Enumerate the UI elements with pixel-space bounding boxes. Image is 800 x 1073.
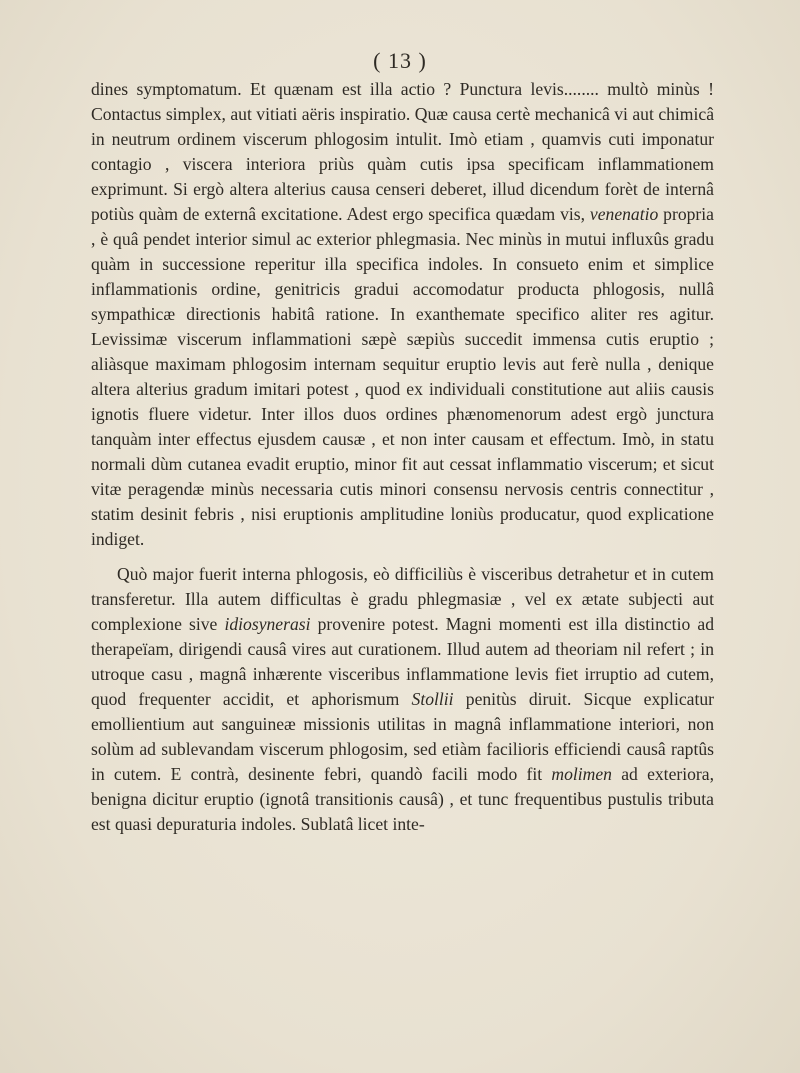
italic-term-venenatio: venenatio xyxy=(589,204,659,224)
italic-term-molimen: molimen xyxy=(551,764,612,784)
body-text xyxy=(91,77,714,837)
paragraph-2 xyxy=(91,562,714,837)
text-run: propria , è quâ pendet interior simul ac exterior phlegmasia. Nec minùs in mutui influxûs gradu quàm in successione reperitur illa specifica indoles. In consueto enim et simplice inflammationis ordine, genitricis gradui accomodatur producta phlogosis, nullâ sympathicæ directionis habitâ ratione. In exanthemate specifico aliter res agitur. Levissimæ viscerum inflammationi sæpè sæpiùs succedit immensa cutis eruptio ; aliàsque maximam phlogosim internam sequitur eruptio levis aut ferè nulla , denique altera alterius gradum imitari potest , quod ex individuali constitutione aut aliis causis ignotis fluere videtur. Inter illos duos ordines phænomenorum adest ergò junctura tanquàm inter effectus ejusdem causæ , et non inter causam et effectum. Imò, in statu normali dùm cutanea evadit eruptio, minor fit aut cessat inflammatio viscerum; et sicut vitæ peragendæ minùs necessaria cutis minori consensu nervosis centris connectitur , statim desinit febris , nisi eruptionis amplitudine loniùs producatur, quod explicatione indiget. xyxy=(91,204,714,549)
text-run: ad exteriora, benigna dicitur eruptio (ignotâ transitionis causâ) , et tunc frequentibus pustulis tributa est quasi depuraturia indoles. Sublatâ licet inte- xyxy=(91,764,714,834)
paragraph-1 xyxy=(91,77,714,552)
italic-name-stollii: Stollii xyxy=(411,689,454,709)
text-run: Quò major fuerit interna phlogosis, eò difficiliùs è visceribus detrahetur et in cutem transferetur. Illa autem difficultas è gradu phlegmasiæ , vel ex ætate subjecti aut complexione sive xyxy=(91,564,714,634)
text-run: dines symptomatum. Et quænam est illa actio ? Punctura levis........ multò minùs ! Contactus simplex, aut vitiati aëris inspiratio. Quæ causa certè mechanicâ vi aut chimicâ in neutrum ordinem viscerum phlogosim intulit. Imò etiam , quamvis cuti imponatur contagio , viscera interiora priùs quàm cutis ipsa specificam inflammationem exprimunt. Si ergò altera alterius causa censeri deberet, illud dicendum forèt de internâ potiùs quàm de externâ excitatione. Adest ergo specifica quædam vis, xyxy=(91,79,714,224)
text-run: provenire potest. Magni momenti est illa distinctio ad therapeïam, dirigendi causâ vires aut curationem. Illud autem ad theoriam nil refert ; in utroque casu , magnâ inhærente visceribus inflammatione levis fiet irruptio ad cutem, quod frequenter accidit, et aphorismum xyxy=(91,614,714,709)
page-number: ( 13 ) xyxy=(373,48,427,73)
italic-term-idiosynerasi: idiosynerasi xyxy=(224,614,311,634)
text-run: penitùs diruit. Sicque explicatur emollientium aut sanguineæ missionis utilitas in magnâ inflammatione interiori, non solùm ad sublevandam viscerum phlogosim, sed etiàm facilioris efficiendi causâ raptûs in cutem. E contrà, desinente febri, quandò facili modo fit xyxy=(91,689,714,784)
